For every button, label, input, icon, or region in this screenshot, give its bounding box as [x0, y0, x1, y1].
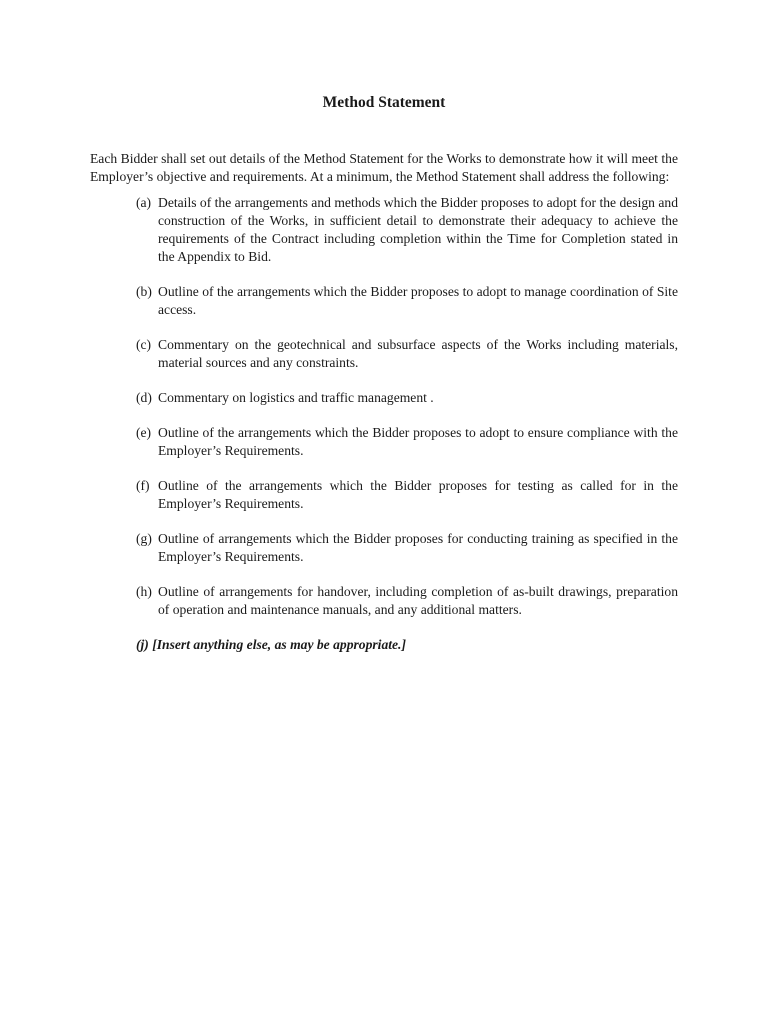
list-item-label: (h): [136, 584, 152, 599]
list-item-label: (b): [136, 284, 152, 299]
list-item-text: Outline of arrangements for handover, including completion of as-built drawings, preparation of operation and maintenance manuals, and any additional matters.: [158, 584, 678, 617]
list-item-text: Details of the arrangements and methods which the Bidder proposes to adopt for the design and construction of the Works, in sufficient detail to demonstrate their adequacy to achieve the requirements of the Contract including completion within the Time for Completion stated in the Appendix to Bid.: [158, 195, 678, 264]
document-page: [90, 92, 678, 654]
list-item: [136, 424, 678, 460]
list-item-text: Outline of the arrangements which the Bidder proposes to adopt to manage coordination of Site access.: [158, 284, 678, 317]
list-item: [136, 477, 678, 513]
list-item: [136, 336, 678, 372]
list-item-text: Outline of arrangements which the Bidder proposes for conducting training as specified in the Employer’s Requirements.: [158, 531, 678, 564]
list-item-label: (e): [136, 425, 152, 440]
list-item: [136, 530, 678, 566]
list-item: [136, 283, 678, 319]
list-item-label: (d): [136, 390, 152, 405]
closing-note: (j) [Insert anything else, as may be appropriate.]: [136, 637, 406, 652]
intro-paragraph: Each Bidder shall set out details of the Method Statement for the Works to demonstrate how it will meet the Employer’s objective and requirements. At a minimum, the Method Statement shall address the following:: [90, 151, 678, 184]
list-item-text: Commentary on logistics and traffic management .: [158, 390, 434, 405]
requirements-list: [90, 194, 678, 619]
list-item-label: (a): [136, 195, 152, 210]
list-item: [136, 389, 678, 407]
list-item-label: (g): [136, 531, 152, 546]
list-item-label: (c): [136, 337, 152, 352]
list-item-text: Outline of the arrangements which the Bidder proposes to adopt to ensure compliance with the Employer’s Requirements.: [158, 425, 678, 458]
list-item-label: (f): [136, 478, 150, 493]
page-title: Method Statement: [322, 94, 446, 111]
list-item: [136, 583, 678, 619]
list-item-text: Commentary on the geotechnical and subsurface aspects of the Works including materials, material sources and any constraints.: [158, 337, 678, 370]
list-item: [136, 194, 678, 266]
list-item-text: Outline of the arrangements which the Bidder proposes for testing as called for in the Employer’s Requirements.: [158, 478, 678, 511]
